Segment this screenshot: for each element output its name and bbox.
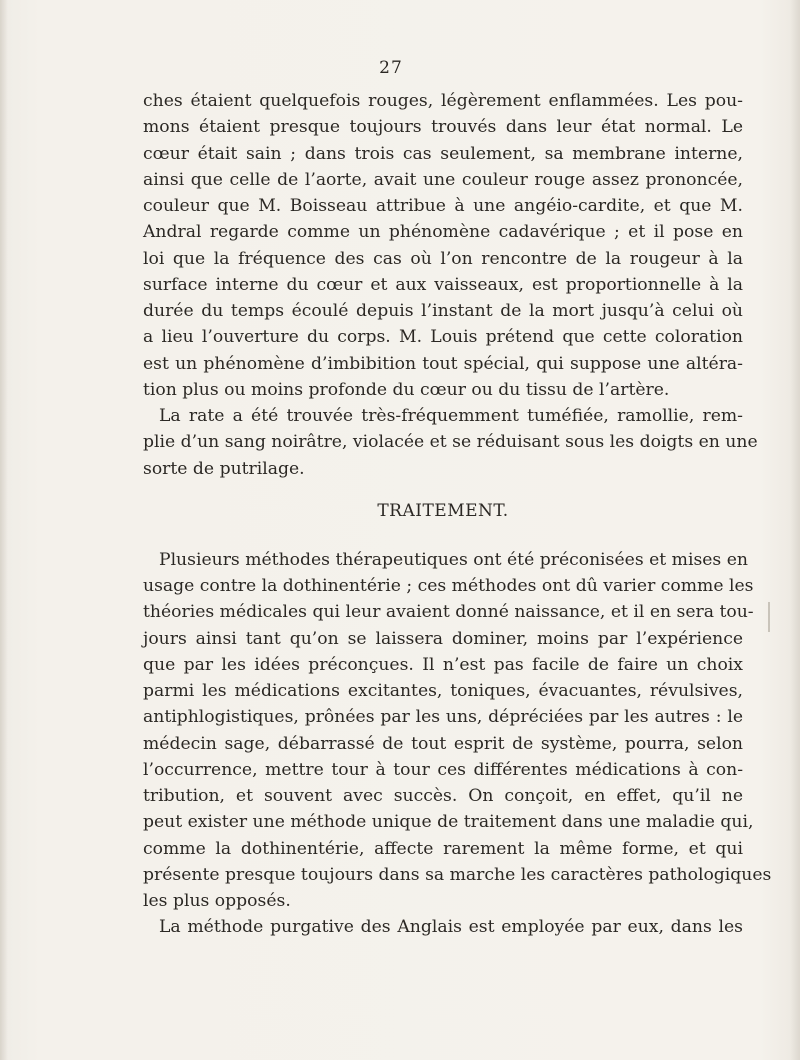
text-line: Andral regarde comme un phénomène cadavérique ; et il pose en	[143, 222, 743, 242]
text-line: peut exister une méthode unique de traitement dans une maladie qui,	[143, 812, 754, 832]
text-line: loi que la fréquence des cas où l’on rencontre de la rougeur à la	[143, 249, 743, 269]
text-line: tribution, et souvent avec succès. On conçoit, en effet, qu’il ne	[143, 786, 743, 806]
text-line: ainsi que celle de l’aorte, avait une couleur rouge assez prononcée,	[143, 170, 743, 190]
text-line: Plusieurs méthodes thérapeutiques ont été préconisées et mises en	[159, 550, 748, 570]
text-line: sorte de putrilage.	[143, 459, 305, 479]
text-line: cœur était sain ; dans trois cas seulement, sa membrane interne,	[143, 144, 743, 164]
text-line: La méthode purgative des Anglais est employée par eux, dans les	[159, 917, 743, 937]
text-line: est un phénomène d’imbibition tout spécial, qui suppose une altéra-	[143, 354, 743, 374]
text-line: jours ainsi tant qu’on se laissera dominer, moins par l’expérience	[143, 629, 743, 649]
text-line: tion plus ou moins profonde du cœur ou du tissu de l’artère.	[143, 380, 670, 400]
text-line: comme la dothinentérie, affecte rarement la même forme, et qui	[143, 839, 743, 859]
text-line: les plus opposés.	[143, 891, 291, 911]
page-edge-shadow	[790, 0, 800, 1060]
text-line: mons étaient presque toujours trouvés dans leur état normal. Le	[143, 117, 743, 137]
text-line: l’occurrence, mettre tour à tour ces différentes médications à con-	[143, 760, 743, 780]
text-line: antiphlogistiques, prônées par les uns, dépréciées par les autres : le	[143, 707, 743, 727]
text-line: parmi les médications excitantes, toniques, évacuantes, révulsives,	[143, 681, 743, 701]
margin-mark	[768, 602, 770, 632]
text-line: usage contre la dothinentérie ; ces méthodes ont dû varier comme les	[143, 576, 754, 596]
text-line: théories médicales qui leur avaient donné naissance, et il en sera tou-	[143, 602, 754, 622]
text-line: couleur que M. Boisseau attribue à une angéio-cardite, et que M.	[143, 196, 743, 216]
text-line: ches étaient quelquefois rouges, légèrement enflammées. Les pou-	[143, 91, 743, 111]
text-line: présente presque toujours dans sa marche les caractères pathologiques	[143, 865, 772, 885]
page-number: 27	[379, 58, 403, 78]
text-line: durée du temps écoulé depuis l’instant de la mort jusqu’à celui où	[143, 301, 743, 321]
section-heading: TRAITEMENT.	[377, 501, 509, 521]
text-line: que par les idées préconçues. Il n’est pas facile de faire un choix	[143, 655, 743, 675]
text-line: a lieu l’ouverture du corps. M. Louis prétend que cette coloration	[143, 327, 743, 347]
text-line: médecin sage, débarrassé de tout esprit de système, pourra, selon	[143, 734, 743, 754]
text-line: surface interne du cœur et aux vaisseaux, est proportionnelle à la	[143, 275, 743, 295]
text-line: La rate a été trouvée très-fréquemment tuméfiée, ramollie, rem-	[159, 406, 743, 426]
binding-shadow	[0, 0, 8, 1060]
text-line: plie d’un sang noirâtre, violacée et se réduisant sous les doigts en une	[143, 432, 758, 452]
